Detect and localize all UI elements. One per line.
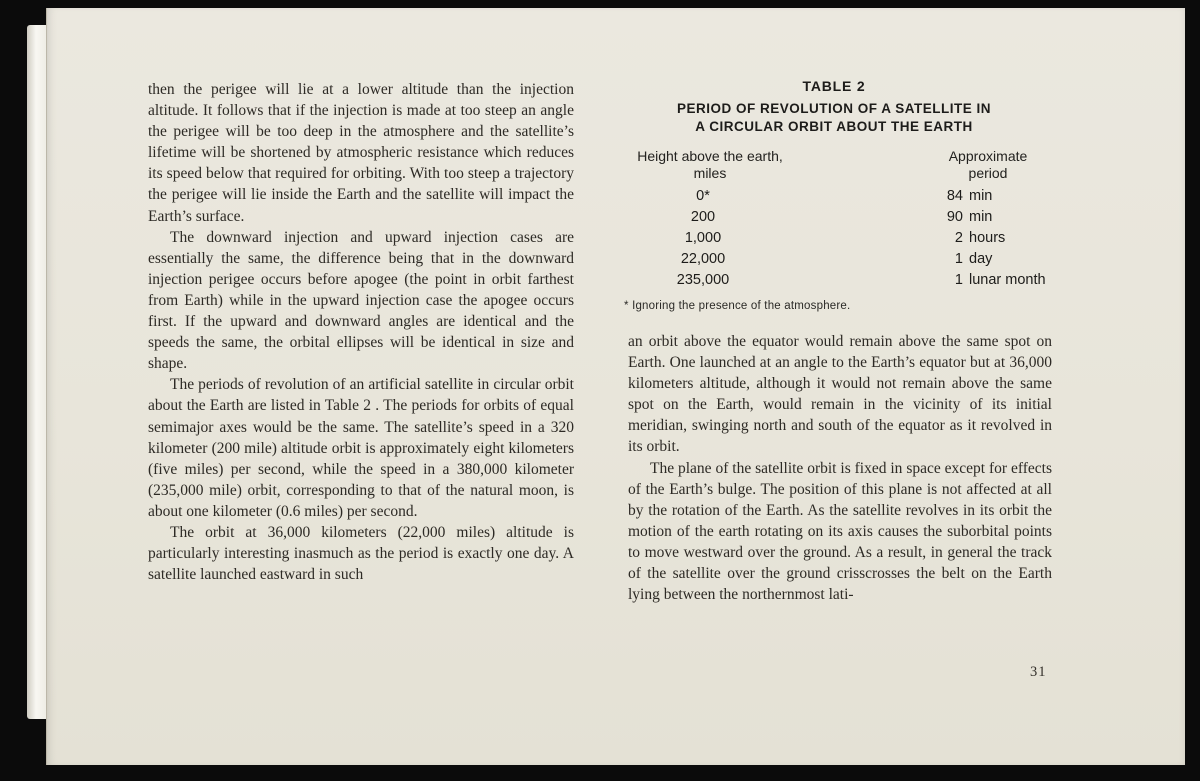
table-col1-header — [620, 148, 800, 182]
period-unit: min — [969, 188, 993, 204]
table-row — [608, 188, 1060, 209]
period-unit: min — [969, 209, 993, 225]
paragraph: The orbit at 36,000 kilometers (22,000 miles) altitude is particularly interesting inasmuch as the period is exactly one day. A satellite launched eastward in such — [148, 523, 574, 584]
table-title: TABLE 2 — [802, 78, 866, 94]
book-page-edge — [27, 25, 47, 719]
table-row — [608, 209, 1060, 230]
period-number: 84 — [946, 188, 963, 204]
period-cell — [943, 188, 992, 204]
height-cell: 0* — [696, 188, 710, 204]
table-subtitle-line1: PERIOD OF REVOLUTION OF A SATELLITE IN — [676, 101, 991, 116]
left-column — [148, 79, 574, 585]
height-cell: 235,000 — [676, 272, 730, 288]
period-cell — [943, 230, 1005, 246]
col1-header-line1: Height above the earth, — [637, 148, 783, 164]
table-row — [608, 230, 1060, 251]
right-column — [628, 331, 1052, 605]
period-unit: hours — [969, 230, 1006, 246]
height-cell: 22,000 — [680, 251, 726, 267]
period-unit: day — [969, 251, 993, 267]
paragraph: The periods of revolution of an artificial satellite in circular orbit about the Earth are listed in Table 2 . The periods for orbits of equal semimajor axes would be the same. The satellite’s speed in a 320 kilometer (200 mile) altitude orbit is approximately eight kilometers (five miles) per second, while the speed in a 380,000 kilometer (235,000 mile) orbit, corresponding to that of the natural moon, is about one kilometer (0.6 miles) per second. — [148, 376, 574, 520]
table-row — [608, 251, 1060, 272]
col2-header-line2: period — [968, 165, 1008, 181]
period-cell — [943, 251, 992, 267]
period-cell — [943, 272, 1046, 288]
col1-header-line2: miles — [693, 165, 727, 181]
table-subtitle-line2: A CIRCULAR ORBIT ABOUT THE EARTH — [695, 119, 973, 134]
table-row — [608, 272, 1060, 293]
period-number: 90 — [946, 209, 963, 225]
table-rows — [608, 188, 1060, 293]
table-footnote: * Ignoring the presence of the atmosphere. — [624, 300, 851, 312]
period-unit: lunar month — [969, 272, 1046, 288]
page-number: 31 — [1030, 664, 1047, 680]
paragraph: an orbit above the equator would remain above the same spot on Earth. One launched at an angle to the Earth’s equator but at 36,000 kilometers altitude, although it would not remain above the same spot on the Earth, would remain in the vicinity of its initial meridian, swinging north and south of the equator as it revolved in its orbit. — [628, 333, 1052, 456]
paragraph: The downward injection and upward injection cases are essentially the same, the difference being that in the downward injection perigee occurs before apogee (the point in orbit farthest from Earth) while in the upward injection case the apogee occurs first. If the upward and downward angles are identical and the speeds the same, the orbital ellipses will be identical in size and shape. — [148, 228, 574, 373]
period-number: 1 — [954, 272, 963, 288]
table-col2-header — [928, 148, 1048, 182]
col2-header-line1: Approximate — [948, 148, 1028, 164]
period-cell — [943, 209, 992, 225]
paragraph: The plane of the satellite orbit is fixed in space except for effects of the Earth’s bulge. The position of this plane is not affected at all by the rotation of the Earth. As the satellite revolves in its orbit the motion of the earth rotating on its axis causes the suborbital points to move westward over the ground. As a result, in general the track of the satellite over the ground crisscrosses the belt on the Earth lying between the northernmost lati- — [628, 459, 1052, 604]
paragraph: then the perigee will lie at a lower altitude than the injection altitude. It follows that if the injection is made at too steep an angle the perigee will be too deep in the atmosphere and the satellite’s lifetime will be shortened by atmospheric resistance which reduces its speed below that required for orbiting. With too steep a trajectory the perigee will lie inside the Earth and the satellite will impact the Earth’s surface. — [148, 81, 574, 225]
height-cell: 1,000 — [684, 230, 722, 246]
period-number: 2 — [954, 230, 963, 246]
period-number: 1 — [954, 251, 963, 267]
height-cell: 200 — [690, 209, 716, 225]
table-2 — [608, 78, 1060, 326]
